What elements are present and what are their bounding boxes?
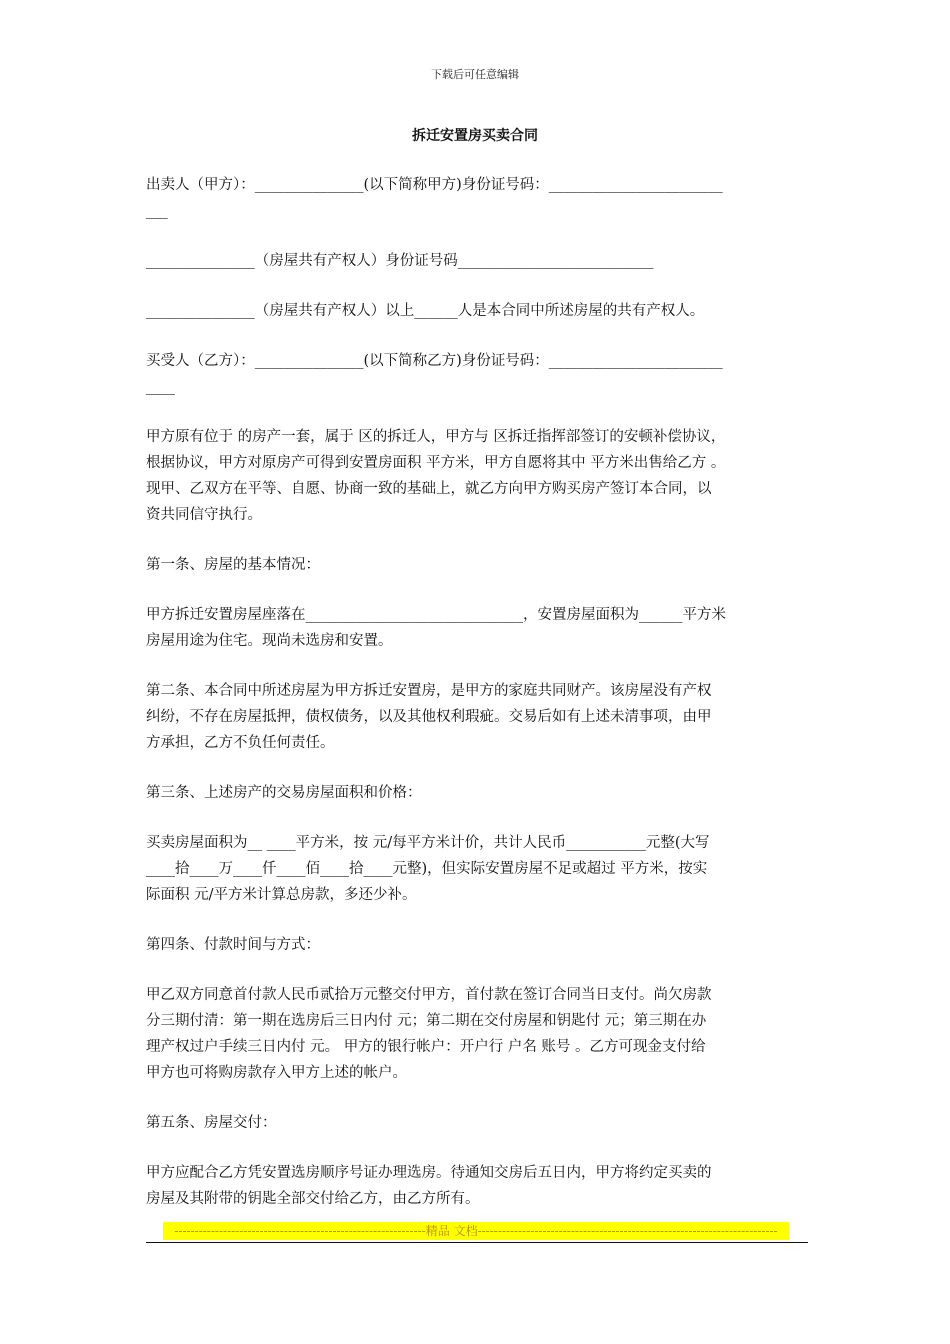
article-4-body (146, 982, 808, 1086)
article-line: ____拾____万____仟____佰____拾____元整)，但实际安置房屋不足或超过 平方米，按实 (146, 861, 708, 877)
article-5-title (146, 1110, 808, 1136)
article-line: 甲方应配合乙方凭安置选房顺序号证办理选房。待通知交房后五日内，甲方将约定买卖的 (146, 1165, 712, 1181)
article-line: 方承担，乙方不负任何责任。 (146, 735, 335, 751)
co-owner-paragraph-1 (146, 248, 808, 274)
buyer-paragraph (146, 348, 808, 400)
preamble-line: 根据协议，甲方对原房产可得到安置房面积 平方米，甲方自愿将其中 平方米出售给乙方 。 (146, 455, 726, 471)
seller-line: 出卖人（甲方）：_______________(以下简称甲方)身份证号码：________________________ (146, 177, 723, 193)
article-line: 第二条、本合同中所述房屋为甲方拆迁安置房，是甲方的家庭共同财产。该房屋没有产权 (146, 683, 712, 699)
preamble-line: 现甲、乙双方在平等、自愿、协商一致的基础上，就乙方向甲方购买房产签订本合同，以 (146, 481, 712, 497)
article-line: 甲方也可将购房款存入甲方上述的帐户。 (146, 1065, 407, 1081)
article-line: 分三期付清：第一期在选房后三日内付 元；第二期在交付房屋和钥匙付 元；第三期在办 (146, 1013, 707, 1029)
article-line: 理产权过户手续三日内付 元。 甲方的银行帐户：开户行 户名 账号 。乙方可现金支付给 (146, 1039, 706, 1055)
article-line: 纠纷，不存在房屋抵押，债权债务，以及其他权利瑕疵。交易后如有上述未清事项，由甲 (146, 709, 712, 725)
preamble-paragraph (146, 424, 808, 528)
article-1-title (146, 552, 808, 578)
article-3-title (146, 780, 808, 806)
footer-divider (146, 1242, 808, 1243)
article-line: 甲乙双方同意首付款人民币贰拾万元整交付甲方，首付款在签订合同当日支付。尚欠房款 (146, 987, 712, 1003)
contract-body (146, 172, 808, 1236)
preamble-line: 甲方原有位于 的房产一套，属于 区的拆迁人，甲方与 区拆迁指挥部签订的安顿补偿协议， (146, 429, 726, 445)
article-5-body (146, 1160, 808, 1212)
article-4-title (146, 932, 808, 958)
seller-paragraph (146, 172, 808, 224)
page-header-note: 下载后可任意编辑 (431, 68, 519, 81)
article-line: 买卖房屋面积为__ ____平方米，按 元/每平方米计价，共计人民币___________元整(大写 (146, 835, 710, 851)
co-owner-line-1: _______________（房屋共有产权人）身份证号码___________________________ (146, 253, 654, 269)
article-line: 际面积 元/平方米计算总房款，多还少补。 (146, 887, 417, 903)
preamble-line: 资共同信守执行。 (146, 507, 262, 523)
buyer-line-continued: ____ (146, 379, 175, 395)
co-owner-paragraph-2 (146, 298, 808, 324)
document-title: 拆迁安置房买卖合同 (412, 128, 538, 144)
buyer-line: 买受人（乙方）：_______________(以下简称乙方)身份证号码：________________________ (146, 353, 723, 369)
article-2-body (146, 678, 808, 756)
article-1-body (146, 602, 808, 654)
article-line: 房屋用途为住宅。现尚未选房和安置。 (146, 633, 393, 649)
seller-line-continued: ___ (146, 203, 168, 219)
article-heading: 第一条、房屋的基本情况： (146, 557, 320, 573)
footer-watermark-band: --------------------------------------------------------------精品 文档-------------------------------------------------------------------------- (163, 1222, 789, 1240)
article-heading: 第三条、上述房产的交易房屋面积和价格： (146, 785, 422, 801)
article-line: 房屋及其附带的钥匙全部交付给乙方，由乙方所有。 (146, 1191, 480, 1207)
co-owner-line-2: _______________（房屋共有产权人）以上______人是本合同中所述房屋的共有产权人。 (146, 303, 705, 319)
article-line: 甲方拆迁安置房屋座落在______________________________，安置房屋面积为______平方米 (146, 607, 726, 623)
article-heading: 第五条、房屋交付： (146, 1115, 277, 1131)
article-heading: 第四条、付款时间与方式： (146, 937, 320, 953)
article-3-body (146, 830, 808, 908)
